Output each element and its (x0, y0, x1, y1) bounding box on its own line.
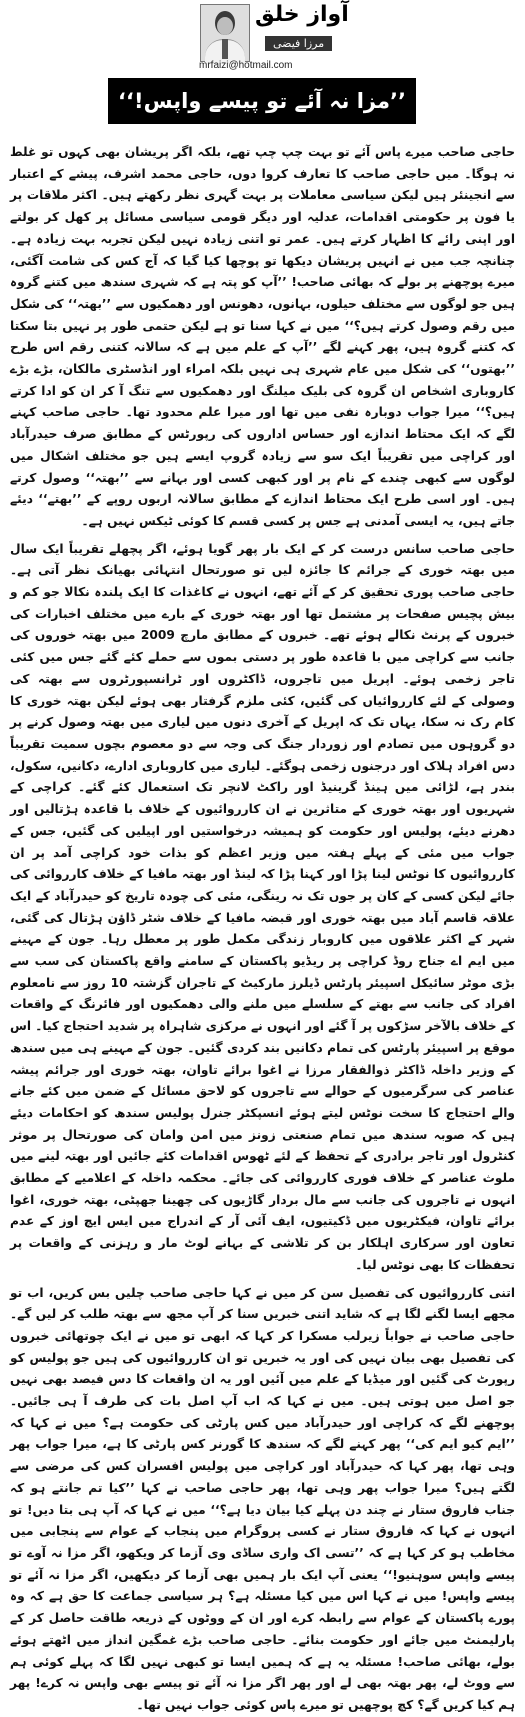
paragraph: حاجی صاحب سانس درست کر کے ایک بار پھر گویا ہوئے، اگر پچھلے تقریباً ایک سال میں بھتہ خوری کے جرائم کا جائزہ لیں تو صورتحال انتہائی بھیانک نظر آتی ہے۔ حاجی صاحب پوری تحقیق کر کے آئے تھے، انہوں نے کاغذات کا ایک پلندہ نکالا جو کم و بیش پچیس صفحات پر مشتمل تھا اور بھتہ خوری کے بارے میں مختلف اخبارات کی خبروں کے پرنٹ نکالے ہوئے تھے۔ خبروں کے مطابق مارچ 2009 میں بھتہ خوروں کی جانب سے کراچی میں با قاعدہ طور پر دستی بموں سے حملے کئے گئے جس میں کئی تاجر زخمی ہوئے۔ اپریل میں تاجروں، ڈاکٹروں اور ٹرانسپورٹروں سے بھتہ کی وصولی کے لئے کارروائیاں کی گئیں، کئی ملزم گرفتار بھی ہوئے لیکن بھتہ خوری کا کام رک نہ سکا، یہاں تک کہ اپریل کے آخری دنوں میں لیاری میں بھتہ وصول کرنے پر دو گروہوں میں تصادم اور زوردار جنگ کی وجہ سے دو معصوم بچوں سمیت تقریباً دس افراد ہلاک اور درجنوں زخمی ہوگئے۔ لیاری میں کاروباری ادارے، دکانیں، سکول، بندر ہے، لڑائی میں ہینڈ گرینیڈ اور راکٹ لانچر تک استعمال کئے گئے۔ کراچی کے شہریوں اور بھتہ خوری کے متاثرین نے ان کارروائیوں کے خلاف با قاعدہ ہڑتالیں اور دھرنے دیئے، پولیس اور حکومت کو ہمیشہ درخواستیں اور اپیلیں کی گئیں، جس کے جواب میں مئی کے پہلے ہفتہ میں وزیر اعظم کو بذات خود کراچی آمد پر ان کارروائیوں کا نوٹس لینا پڑا اور کہنا پڑا کہ لینڈ اور بھتہ مافیا کے خلاف کارروائی کی جائے لیکن کسی کے کان پر جوں تک نہ رینگی، مئی کی چودہ تاریخ کو حیدرآباد کے ایک علاقہ قاسم آباد میں بھتہ خوری اور قبضہ مافیا کے خلاف شٹر ڈاؤن ہڑتال کی گئی، شہر کے اکثر علاقوں میں کاروبار زندگی مکمل طور پر معطل رہا۔ جون کے مہینے میں ایم اے جناح روڈ کراچی پر ریڈیو پاکستان کے سامنے واقع پاکستان کی سب سے بڑی موٹر سائیکل اسپیئر پارٹس ڈیلرز مارکیٹ کے تاجران گزشتہ 10 روز سے نامعلوم افراد کی جانب سے بھتے کے سلسلے میں ملنے والی دھمکیوں اور فائرنگ کے واقعات کے خلاف بالآخر سڑکوں پر آ گئے اور انہوں نے مرکزی شاہراہ پر شدید احتجاج کیا۔ اس موقع پر اسپیئر پارٹس کی تمام دکانیں بند کردی گئیں۔ جون کے مہینے ہی میں سندھ کے وزیر داخلہ ڈاکٹر ذوالفقار مرزا نے اغوا برائے تاوان، بھتہ خوری اور جرائم پیشہ عناصر کی سرگرمیوں کے حوالے سے تاجروں کو لاحق مسائل کے ضمن میں کئے جانے والے احتجاج کا سخت نوٹس لیتے ہوئے انسپکٹر جنرل پولیس سندھ کو احکامات دیئے ہیں کہ صوبہ سندھ میں تمام صنعتی زونز میں امن وامان کی صورتحال پر موثر کنٹرول اور تاجر برادری کے تحفظ کے لئے ٹھوس اقدامات کئے جائیں اور بھتہ لینے میں ملوث عناصر کے خلاف فوری کارروائی کی جائے۔ محکمہ داخلہ کے اعلامیے کے مطابق انہوں نے تاجروں کی جانب سے مال بردار گاڑیوں کی چھینا جھپٹی، بھتہ خوری، اغوا برائے تاوان، فیکٹریوں میں ڈکیتیوں، ایف آئی آر کے اندراج میں ایس ایچ اوز کے عدم تعاون اور سرکاری اہلکار بن کر تلاشی کے بہانے لوٹ مار و رہزنی کے واقعات پر تحفظات کا بھی نوٹس لیا۔ (10, 541, 515, 1272)
paragraph: اتنی کارروائیوں کی تفصیل سن کر میں نے کہا حاجی صاحب چلیں بس کریں، اب تو مجھے ایسا لگنے لگا ہے کہ شاید اتنی خبریں سنا کر آپ مجھ سے بھتہ طلب کر لیں گے۔ حاجی صاحب نے جواباً زیرلب مسکرا کر کہا کہ ابھی تو میں نے ایک چوتھائی خبروں کی تفصیل بھی بیان نہیں کی اور یہ خبریں تو ان کارروائیوں کی ہیں جو پولیس کو رپورٹ کی گئیں اور میڈیا کے علم میں آئیں اور یہ ان واقعات کا دس فیصد بھی نہیں جو اصل میں ہوتی ہیں۔ میں نے کہا کہ اب آپ اصل بات کی طرف آ ہی جائیں۔ پوچھنے لگے کہ کراچی اور حیدرآباد میں کس پارٹی کی حکومت ہے؟ میں نے کہا کہ ’’ایم کیو ایم کی‘‘ پھر کہنے لگے کہ سندھ کا گورنر کس پارٹی کا ہے، میرا جواب پھر وہی تھا، پھر کہا کہ حیدرآباد اور کراچی میں پولیس افسران کس کی مرضی سے لگتے ہیں؟ میرا جواب پھر وہی تھا، پھر حاجی صاحب نے کہا ’’کیا تم جانتے ہو کہ جناب فاروق ستار نے چند دن پہلے کیا بیان دیا ہے؟‘‘ میں نے کہا کہ آپ ہی بتا دیں! تو انہوں نے کہا کہ فاروق ستار نے کسی پروگرام میں پنجاب کے عوام سے پنجابی میں مخاطب ہو کر کہا ہے کہ ’’تسی اک واری ساڈی وی آزما کر ویکھو، اگر مزا نہ آوے تو پیسے واپس سوہنیو!‘‘ یعنی آپ ایک بار ہمیں بھی آزما کر دیکھیں، اگر مزا نہ آئے تو پیسے واپس! میں نے کہا اس میں کیا مسئلہ ہے؟ ہر سیاسی جماعت کا حق ہے کہ وہ پورے پاکستان کے عوام سے رابطہ کرے اور ان کے ووٹوں کے ذریعہ طاقت حاصل کر کے پارلیمنٹ میں جائے اور حکومت بنائے۔ حاجی صاحب بڑے غمگین انداز میں اٹھتے ہوئے بولے، بھائی صاحب! مسئلہ یہ ہے کہ ہمیں ایسا تو کبھی نہیں لگا کہ پہلے کوئی ہم سے ووٹ لے، پھر بھتہ بھی لے اور پھر اگر مزا نہ آئے تو پیسے بھی واپس نہ کرے! پھر ہم کیا کریں گے؟ کچ پوچھیں تو میرے پاس کوئی جواب نہیں تھا۔ (10, 1285, 515, 1712)
author-photo-tie (222, 39, 228, 59)
author-photo-face (217, 17, 233, 35)
column-title: آواز خلق (255, 2, 349, 27)
headline: ’’مزا نہ آئے تو پیسے واپس!‘‘ (118, 89, 406, 113)
paragraph: حاجی صاحب میرے پاس آئے تو بہت چپ چپ تھے، بلکہ اگر پریشان بھی کہوں تو غلط نہ ہوگا۔ میں حاجی صاحب کا تعارف کروا دوں، حاجی محمد اشرف، پیشے کے اعتبار سے انجینئر ہیں لیکن سیاسی معاملات پر بہت گہری نظر رکھتے ہیں۔ اکثر ملاقات پر یا فون پر حکومتی اقدامات، عدلیہ اور دیگر قومی سیاسی مسائل پر کھل کر بولتے اور اپنی رائے کا اظہار کرتے ہیں۔ عمر تو اتنی زیادہ نہیں لیکن تجربہ بہت زیادہ ہے۔ چنانچہ جب میں نے انہیں پریشان دیکھا تو پوچھا کیا گیا کہ آج کس کی شامت آگئی، میرے پوچھنے پر بولے کہ بھائی صاحب! ’’آپ کو پتہ ہے کہ شہری سندھ میں کتنے گروہ ہیں جو لوگوں سے مختلف حیلوں، بہانوں، دھونس اور دھمکیوں سے ’’بھتہ‘‘ کی شکل میں رقم وصول کرتے ہیں؟‘‘ میں نے کہا سنا تو ہے لیکن حتمی طور پر نہیں بتا سکتا کہ کتنے گروہ ہیں، پھر کہنے لگے ’’آپ کے علم میں ہے کہ سالانہ کتنی رقم اس طرح ’’بھتوں‘‘ کی شکل میں عام شہری ہی نہیں بلکہ امراء اور انڈسٹری مالکان، بڑے بڑے کاروباری اشخاص ان گروہ کی بلیک میلنگ اور دھمکیوں سے تنگ آ کر ان کو ادا کرتے ہیں؟‘‘ میرا جواب دوبارہ نفی میں تھا اور میرا علم محدود تھا۔ حاجی صاحب کہنے لگے کہ ایک محتاط اندازے اور حساس اداروں کی رپورٹس کے مطابق صرف حیدرآباد اور کراچی میں تقریباً ایک سو سے زیادہ گروپ ایسے ہیں جو مختلف اشکال میں لوگوں سے کبھی چندے کے نام پر اور کبھی کسی اور بہانے سے ’’بھتہ‘‘ وصول کرتے ہیں۔ اور اسی طرح ایک محتاط اندازے کے مطابق سالانہ اربوں روپے کے ’’بھتے‘‘ دیئے جاتے ہیں، یہ ایسی آمدنی ہے جس پر کسی قسم کا کوئی ٹیکس نہیں ہے۔ (10, 145, 515, 528)
author-email[interactable]: mrfaizi@hotmail.com (199, 60, 293, 71)
headline-banner (108, 78, 416, 124)
author-name: مرزا فیضی (265, 36, 332, 51)
author-photo (200, 4, 250, 62)
column-header (0, 0, 525, 78)
article-body (10, 142, 515, 1712)
